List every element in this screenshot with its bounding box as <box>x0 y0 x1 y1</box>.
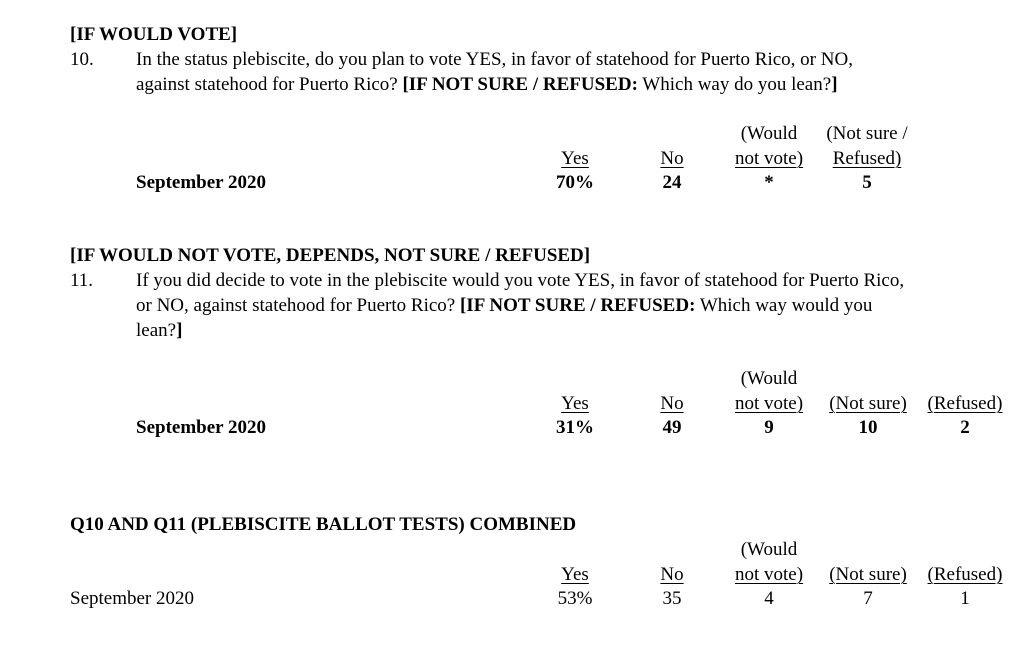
q10-header-notsure-line1: (Not sure / <box>826 123 908 144</box>
q11-question-main: If you did decide to vote in the plebiscite would you vote YES, in favor of statehood for Puerto Rico, or NO, against statehood for Puerto Rico? <box>136 270 905 316</box>
q11-close-bracket: ] <box>176 320 183 341</box>
q11-row-notsure: 10 <box>858 417 878 438</box>
q10-question-text <box>136 47 896 97</box>
combined-header-yes: Yes <box>561 564 589 585</box>
q10-row-yes: 70% <box>556 172 594 193</box>
q10-number: 10. <box>70 49 94 70</box>
q11-probe-bold: [IF NOT SURE / REFUSED: <box>459 295 696 316</box>
combined-row-wouldnot: 4 <box>764 588 774 609</box>
q10-header-wouldnot-line1: (Would <box>740 123 798 144</box>
combined-header-refused: (Refused) <box>927 564 1003 585</box>
combined-row-refused: 1 <box>960 588 970 609</box>
q10-row-no: 24 <box>662 172 682 193</box>
q11-header-refused: (Refused) <box>927 393 1003 414</box>
combined-header-no: No <box>660 564 684 585</box>
q10-filter: [IF WOULD VOTE] <box>70 24 238 45</box>
q11-header-wouldnot-line2: not vote) <box>734 393 804 414</box>
combined-row-no: 35 <box>662 588 682 609</box>
q11-row-refused: 2 <box>960 417 970 438</box>
q10-row-label: September 2020 <box>136 172 266 193</box>
combined-title: Q10 AND Q11 (PLEBISCITE BALLOT TESTS) COMBINED <box>70 514 577 535</box>
q11-filter: [IF WOULD NOT VOTE, DEPENDS, NOT SURE / REFUSED] <box>70 245 591 266</box>
q11-row-wouldnot: 9 <box>764 417 774 438</box>
q10-header-no: No <box>660 148 684 169</box>
q11-header-no: No <box>660 393 684 414</box>
combined-header-wouldnot-line2: not vote) <box>734 564 804 585</box>
q11-row-no: 49 <box>662 417 682 438</box>
q10-close-bracket: ] <box>831 74 838 95</box>
combined-row-yes: 53% <box>557 588 593 609</box>
q11-probe-rest: Which way would you lean? <box>136 295 873 341</box>
q10-header-wouldnot-line2: not vote) <box>734 148 804 169</box>
q11-number: 11. <box>70 270 94 291</box>
q10-question-main: In the status plebiscite, do you plan to vote YES, in favor of statehood for Puerto Rico, or NO, against statehood for Puerto Rico? <box>136 49 853 95</box>
q10-probe-bold: [IF NOT SURE / REFUSED: <box>402 74 638 95</box>
q11-row-yes: 31% <box>556 417 594 438</box>
q10-header-notsure-line2: Refused) <box>832 148 902 169</box>
q11-header-wouldnot-line1: (Would <box>740 368 798 389</box>
q11-row-label: September 2020 <box>136 417 266 438</box>
q11-header-yes: Yes <box>561 393 589 414</box>
q10-row-wouldnot: * <box>764 172 774 193</box>
q10-header-yes: Yes <box>561 148 589 169</box>
combined-header-wouldnot-line1: (Would <box>740 539 798 560</box>
combined-row-label: September 2020 <box>70 588 195 609</box>
combined-row-notsure: 7 <box>863 588 873 609</box>
q11-header-notsure: (Not sure) <box>829 393 907 414</box>
combined-header-notsure: (Not sure) <box>829 564 907 585</box>
q11-question-text <box>136 268 906 343</box>
q10-probe-rest: Which way do you lean? <box>637 74 832 95</box>
q10-row-notsure: 5 <box>862 172 872 193</box>
